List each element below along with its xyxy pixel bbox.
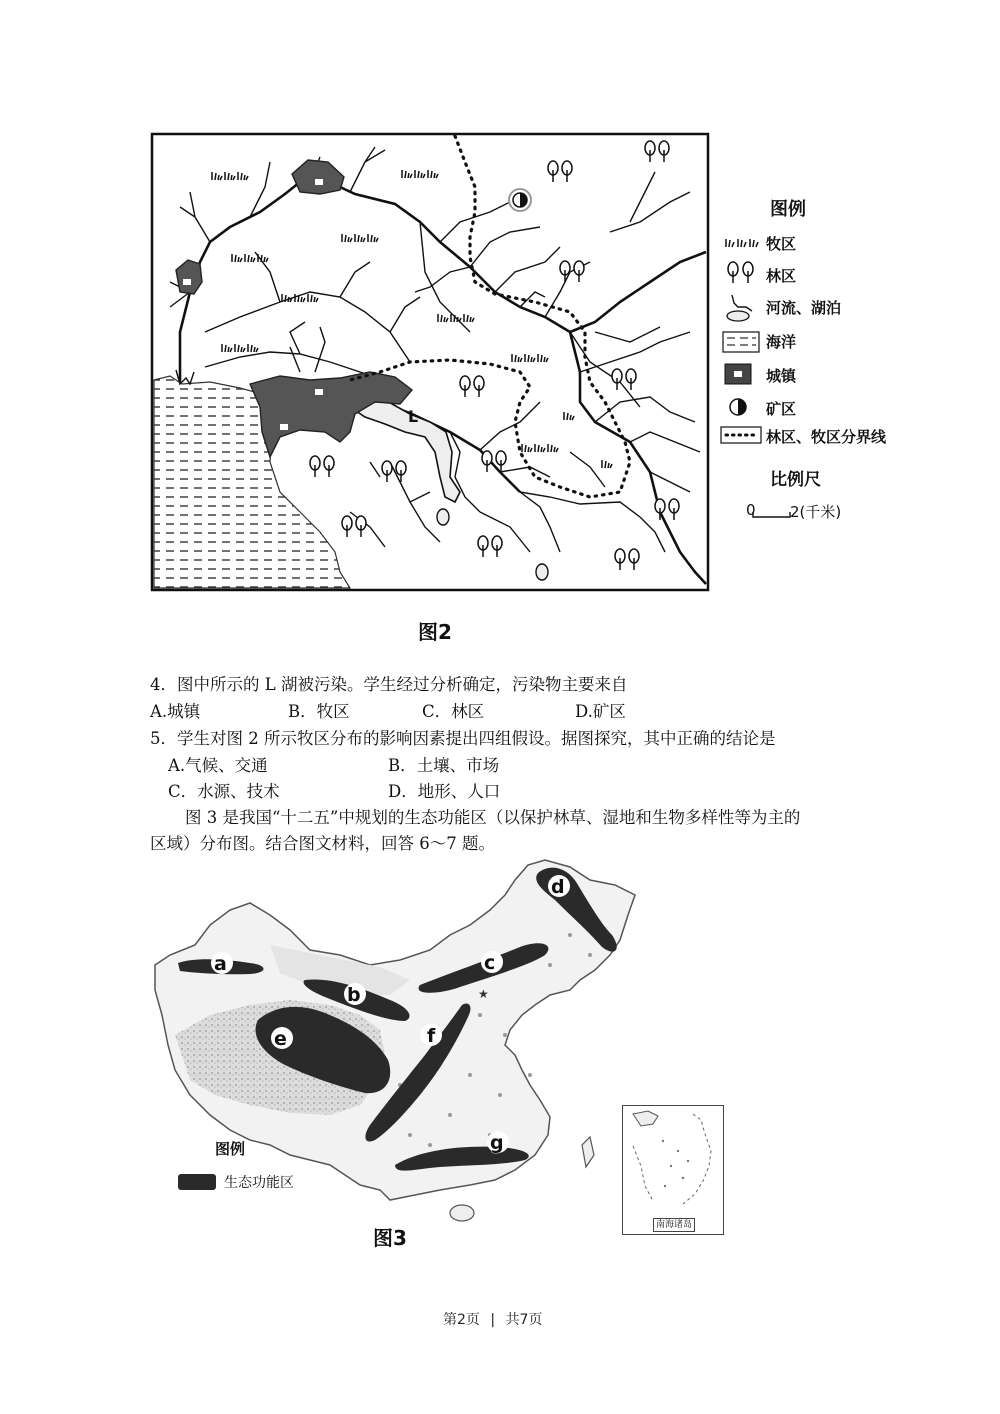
- capital-star: ★: [478, 987, 489, 1001]
- scale-title: 比例尺: [770, 470, 821, 490]
- mine-legend-icon: [726, 395, 750, 419]
- zone-label-d: d: [551, 876, 565, 898]
- forest-legend-icon: [726, 261, 760, 285]
- boundary-legend-icon: [720, 425, 764, 445]
- legend-label-forest: 林区: [766, 267, 797, 285]
- figure2-map-svg: [150, 132, 710, 592]
- taiwan-island: [582, 1137, 594, 1167]
- intro-line-2: 区域）分布图。结合图文材料，回答 6～7 题。: [150, 834, 495, 853]
- question-4-option-a: A.城镇: [150, 702, 201, 721]
- hainan-island: [450, 1205, 474, 1221]
- small-lake: [536, 564, 548, 580]
- scale-value: 2(千米): [790, 503, 842, 521]
- page-footer: [443, 1309, 542, 1329]
- figure3-legend-title: 图例: [215, 1140, 246, 1158]
- question-4-option-d: D.矿区: [575, 702, 626, 721]
- zone-label-b: b: [347, 984, 361, 1006]
- town-legend-icon: [724, 363, 754, 385]
- question-5-stem: 5．学生对图 2 所示牧区分布的影响因素提出四组假设。据图探究，其中正确的结论是: [150, 729, 776, 748]
- footer-total-pages: 共7页: [505, 1312, 543, 1328]
- question-4-option-b: B．牧区: [288, 702, 350, 721]
- zone-label-f: f: [427, 1025, 436, 1047]
- question-5-option-b: B．土壤、市场: [388, 756, 500, 775]
- lake-label: L: [408, 407, 419, 426]
- eco-zone-legend-swatch: [178, 1174, 216, 1190]
- legend-label-mine: 矿区: [766, 400, 797, 418]
- legend-label-ocean: 海洋: [766, 333, 797, 351]
- legend-label-town: 城镇: [766, 367, 797, 385]
- pasture-legend-icon: [724, 235, 764, 249]
- scale-zero: 0: [746, 501, 756, 519]
- zone-label-g: g: [490, 1132, 504, 1154]
- scale-bar: [752, 511, 792, 519]
- question-4-option-c: C．林区: [422, 702, 485, 721]
- zone-label-c: c: [484, 952, 496, 974]
- figure2-legend: [718, 195, 938, 535]
- ocean-legend-icon: [722, 331, 760, 353]
- footer-separator: |: [490, 1312, 496, 1328]
- legend-label-pasture: 牧区: [766, 235, 797, 253]
- zone-label-e: e: [274, 1028, 287, 1050]
- figure3-caption: 图3: [373, 1226, 407, 1250]
- south-china-sea-inset: [622, 1105, 724, 1235]
- question-4-stem: 4．图中所示的 L 湖被污染。学生经过分析确定，污染物主要来自: [150, 675, 628, 694]
- mine-symbol-on-map: [509, 189, 531, 211]
- intro-line-1: 图 3 是我国“十二五”中规划的生态功能区（以保护林草、湿地和生物多样性等为主的: [185, 808, 801, 827]
- legend-label-river-lake: 河流、湖泊: [766, 299, 842, 317]
- figure2-caption: 图2: [418, 620, 452, 644]
- inset-label: 南海诸岛: [653, 1218, 695, 1232]
- footer-page-number: 第2页: [443, 1312, 480, 1328]
- figure3-legend-label: 生态功能区: [224, 1175, 294, 1191]
- small-lake: [437, 509, 449, 525]
- legend-label-boundary: 林区、牧区分界线: [766, 428, 887, 446]
- question-5-option-a: A.气候、交通: [168, 756, 268, 775]
- river-lake-legend-icon: [724, 293, 760, 323]
- legend-title: 图例: [770, 199, 806, 220]
- zone-label-a: a: [214, 953, 227, 975]
- figure2-map: [150, 132, 710, 592]
- question-5-option-d: D．地形、人口: [388, 782, 501, 801]
- question-5-option-c: C．水源、技术: [168, 782, 280, 801]
- inset-map-svg: [623, 1106, 723, 1218]
